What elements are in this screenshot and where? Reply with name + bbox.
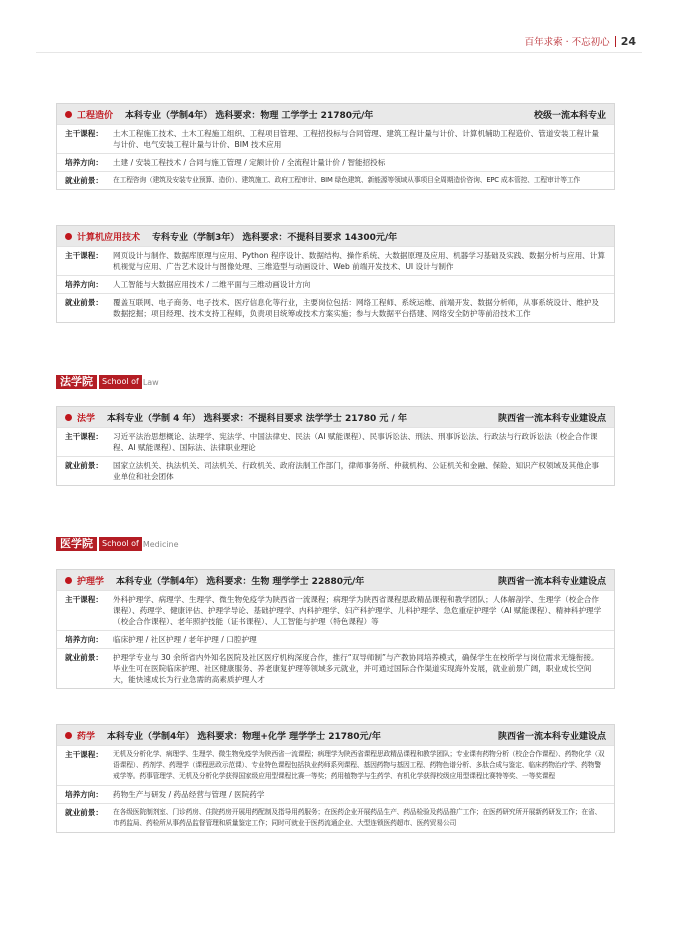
- card-header: [57, 725, 614, 745]
- major-card-pharmacy: [56, 724, 615, 833]
- header-rule: [36, 52, 642, 53]
- row-label: 培养方向：: [65, 280, 103, 289]
- row-text: 国家立法机关、执法机关、司法机关、行政机关、政府法制工作部门，律师事务所、仲裁机构、公证机关和金融、保险、知识产权领域及其他企事业单位和社会团体: [113, 461, 599, 481]
- row-label: 主干课程：: [65, 750, 103, 759]
- info-row: [57, 745, 614, 785]
- info-row: [57, 590, 614, 630]
- row-text: 土建 / 安装工程技术 / 合同与施工管理 / 定额计价 / 全流程计量计价 / 智能招投标: [113, 158, 386, 167]
- major-card-engineering-cost: [56, 103, 615, 190]
- info-row: [57, 293, 614, 322]
- info-row: [57, 785, 614, 803]
- bullet-dot: [65, 577, 72, 584]
- section-en-suffix: Medicine: [142, 539, 179, 549]
- row-text: 人工智能与大数据应用技术 / 二维平面与三维动画设计方向: [113, 280, 311, 289]
- info-row: [57, 803, 614, 832]
- major-name: 工程造价: [77, 110, 114, 121]
- row-label: 培养方向：: [65, 635, 103, 644]
- row-text: 习近平法治思想概论、法理学、宪法学、中国法律史、民法（AI 赋能课程）、民事诉讼法、刑法、刑事诉讼法、行政法与行政诉讼法（校企合作课程、AI 赋能课程）、国际法、法律职业理论: [113, 432, 598, 452]
- row-label: 主干课程：: [65, 595, 103, 604]
- major-name: 药学: [77, 731, 96, 742]
- major-name: 计算机应用技术: [77, 232, 141, 243]
- major-name: 护理学: [77, 576, 105, 587]
- major-badge: 陕西省一流本科专业建设点: [497, 731, 606, 742]
- section-title-medicine: [56, 537, 179, 551]
- section-en-prefix: School of: [99, 537, 142, 551]
- section-en: [99, 375, 159, 389]
- major-card-computer-application: [56, 225, 615, 323]
- page-header: [525, 34, 636, 48]
- info-row: [57, 427, 614, 456]
- page-number: 24: [620, 34, 636, 48]
- row-text: 在工程咨询（建筑及安装专业预算、造价）、建筑施工、政府工程审计、BIM 绿色建筑、新能源等领域从事项目全周期造价咨询、EPC 成本管控、工程审计等工作: [113, 176, 580, 184]
- row-text: 在各级医院制剂室、门诊药房、住院药房开展用药配制及指导用药服务；在医药企业开展药品生产、药品检验及药品推广工作；在医药研究所开展新药研发工作；在省、市药监局、药检所从事药品监督管理和质量鉴定工作；同时可就业于医药流通企业、大型连锁医药超市、医药贸易公司: [113, 808, 602, 827]
- row-label: 培养方向：: [65, 790, 103, 799]
- row-text: 药物生产与研发 / 药品经营与管理 / 医院药学: [113, 790, 265, 799]
- major-badge: 陕西省一流本科专业建设点: [497, 413, 606, 424]
- major-info: 本科专业（学制 4 年） 选科要求：不提科目要求 法学学士 21780 元 / 年: [107, 413, 407, 424]
- info-row: [57, 246, 614, 275]
- header-divider: [615, 36, 616, 47]
- slogan: 百年求索 · 不忘初心: [524, 37, 610, 48]
- bullet-dot: [65, 732, 72, 739]
- section-en-prefix: School of: [99, 375, 142, 389]
- section-cn: 医学院: [56, 537, 97, 551]
- major-info: 本科专业（学制4年） 选科要求：物理 工学学士 21780元/年: [125, 110, 374, 121]
- card-header: [57, 570, 614, 590]
- bullet-dot: [65, 233, 72, 240]
- row-label: 就业前景：: [65, 176, 103, 185]
- row-label: 就业前景：: [65, 808, 103, 817]
- row-text: 外科护理学、病理学、生理学、微生物免疫学为陕西省一流课程；病理学为陕西省课程思政精品课程和教学团队；人体解剖学、生理学（校企合作课程）、药理学、健康评估、护理学导论、基础护理学、内科护理学、妇产科护理学、儿科护理学、急危重症护理学（AI 赋能课程）、精神科护理学（校企合作课程）、老年照护技能（证书课程）、人工智能与护理（特色课程）等: [113, 595, 602, 626]
- row-label: 就业前景：: [65, 653, 103, 662]
- row-text: 护理学专业与 30 余所省内外知名医院及社区医疗机构深度合作，推行“双导师制”与产教协同培养模式，确保学生在校所学与岗位需求无缝衔接。毕业生可在医院临床护理、社区健康服务、养老康复护理等领域多元就业，并可通过国际合作渠道实现海外发展，就业前景广阔，职业成长空间大，能快速成长为行业急需的高素质护理人才: [113, 653, 599, 684]
- bullet-dot: [65, 414, 72, 421]
- section-title-law: [56, 375, 159, 389]
- info-row: [57, 124, 614, 153]
- major-card-law: [56, 406, 615, 486]
- row-label: 主干课程：: [65, 432, 103, 441]
- info-row: [57, 648, 614, 688]
- card-header: [57, 407, 614, 427]
- row-text: 临床护理 / 社区护理 / 老年护理 / 口腔护理: [113, 635, 257, 644]
- row-label: 就业前景：: [65, 461, 103, 470]
- info-row: [57, 275, 614, 293]
- row-label: 就业前景：: [65, 298, 103, 307]
- card-header: [57, 226, 614, 246]
- major-info: 本科专业（学制4年） 选科要求：物理+化学 理学学士 21780元/年: [107, 731, 381, 742]
- section-cn: 法学院: [56, 375, 97, 389]
- info-row: [57, 153, 614, 171]
- card-header: [57, 104, 614, 124]
- info-row: [57, 456, 614, 485]
- row-text: 土木工程施工技术、土木工程施工组织、工程项目管理、工程招投标与合同管理、建筑工程计量与计价、计算机辅助工程造价、管道安装工程计量与计价、电气安装工程计量与计价、BIM 技术应用: [113, 129, 599, 149]
- major-card-nursing: [56, 569, 615, 689]
- section-en-suffix: Law: [142, 377, 159, 387]
- major-badge: 陕西省一流本科专业建设点: [497, 576, 606, 587]
- info-row: [57, 171, 614, 189]
- info-row: [57, 630, 614, 648]
- major-name: 法学: [77, 413, 96, 424]
- row-label: 培养方向：: [65, 158, 103, 167]
- section-en: [99, 537, 179, 551]
- major-badge: 校级一流本科专业: [533, 110, 606, 121]
- major-info: 专科专业（学制3年） 选科要求：不提科目要求 14300元/年: [152, 232, 398, 243]
- row-text: 无机及分析化学、病理学、生理学、微生物免疫学为陕西省一流课程；病理学为陕西省课程思政精品课程和教学团队；专业课有药物分析（校企合作课程）、药物化学（双语课程）、药剂学、药理学（课程思政示范课）、专业特色课程包括执业药师系列课程、基因药物与基因工程、药物色谱分析、多肽合成与鉴定、临床药物治疗学、药物警戒学等。药事管理学、无机及分析化学获得国家级应用型课程比赛一等奖；药用植物学与生药学、有机化学获得校级应用型课程比赛特等奖、一等奖课程: [113, 750, 605, 780]
- row-label: 主干课程：: [65, 251, 103, 260]
- row-text: 覆盖互联网、电子商务、电子技术、医疗信息化等行业，主要岗位包括：网络工程师、系统运维、前端开发、数据分析师，从事系统设计、维护及数据挖掘；项目经理、技术支持工程师，负责项目统筹或技术方案实施；参与大数据平台搭建、网络安全防护等前沿技术工作: [113, 298, 599, 318]
- major-info: 本科专业（学制4年） 选科要求：生物 理学学士 22880元/年: [116, 576, 365, 587]
- row-label: 主干课程：: [65, 129, 103, 138]
- bullet-dot: [65, 111, 72, 118]
- row-text: 网页设计与制作、数据库原理与应用、Python 程序设计、数据结构、操作系统、大数据原理及应用、机器学习基础及实践、数据分析与应用、计算机视觉与应用、广告艺术设计与图像处理、三维造型与动画设计、Web 前端开发技术、UI 设计与制作: [113, 251, 605, 271]
